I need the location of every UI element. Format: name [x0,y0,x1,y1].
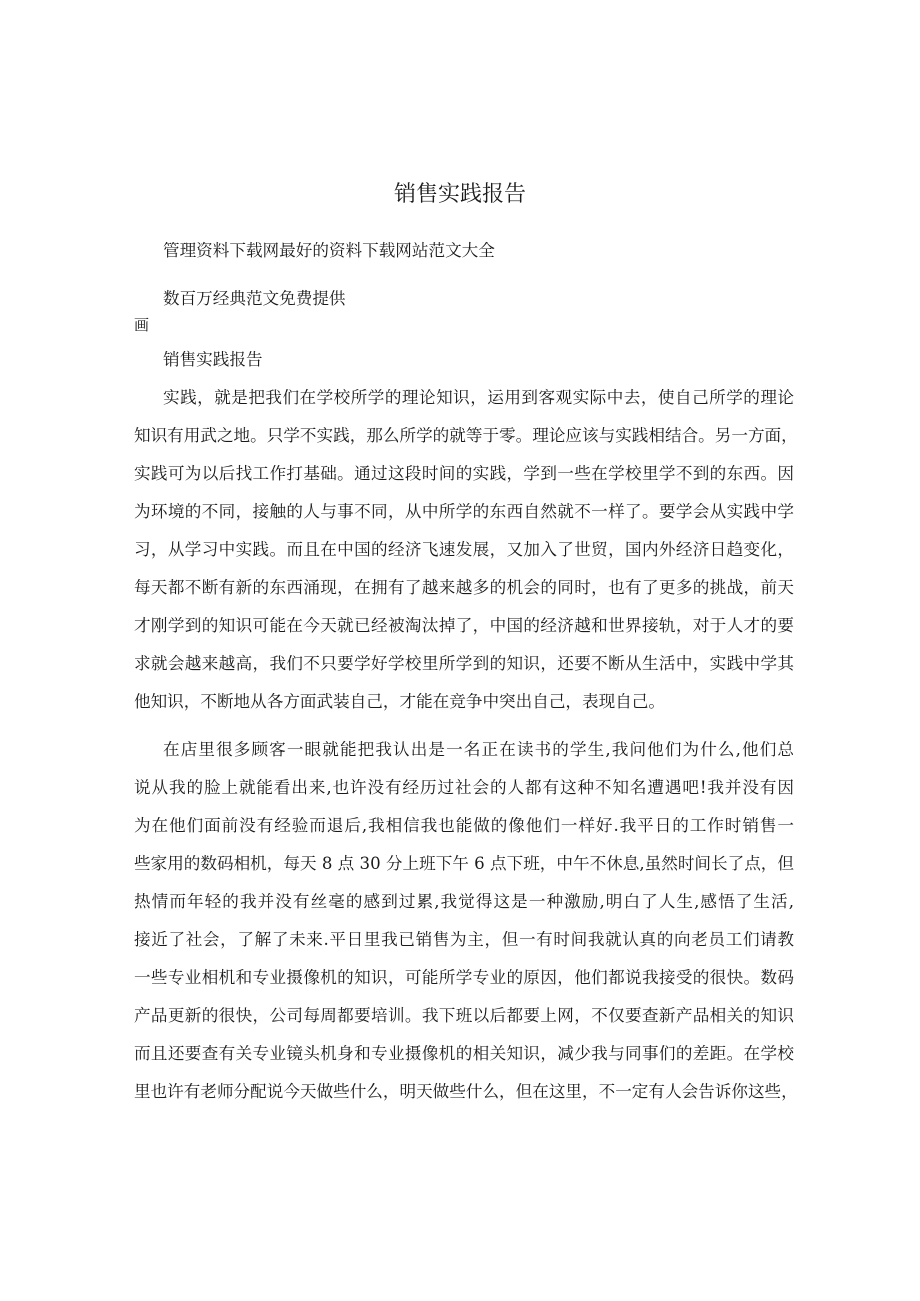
para1-line: 实践，就是把我们在学校所学的理论知识，运用到客观实际中去，使自己所学的理论 [163,388,794,407]
para1-line: 实践可为以后找工作打基础。通过这段时间的实践，学到一些在学校里学不到的东西。因 [134,464,794,483]
para2-line: 热情而年轻的我并没有丝毫的感到过累,我觉得这是一种激励,明白了人生,感悟了生活, [134,892,794,911]
para1-line: 知识有用武之地。只学不实践，那么所学的就等于零。理论应该与实践相结合。另一方面， [134,426,798,445]
header-line-1: 管理资料下载网最好的资料下载网站范文大全 [163,241,495,260]
para2-line: 些家用的数码相机，每天 8 点 30 分上班下午 6 点下班，中午不休息,虽然时间长了点，但 [134,854,794,873]
section-subtitle: 销售实践报告 [163,350,263,369]
para1-line: 才刚学到的知识可能在今天就已经被淘汰掉了，中国的经济越和世界接轨，对于人才的要 [134,616,794,635]
para1-line-last: 他知识，不断地从各方面武装自己，才能在竞争中突出自己，表现自己。 [134,692,665,711]
para1-line: 每天都不断有新的东西涌现，在拥有了越来越多的机会的同时，也有了更多的挑战，前天 [134,578,794,597]
para2-line: 里也许有老师分配说今天做些什么，明天做些什么，但在这里，不一定有人会告诉你这些， [134,1082,798,1101]
para2-line: 在店里很多顾客一眼就能把我认出是一名正在读书的学生,我问他们为什么,他们总 [163,740,794,759]
para1-line: 习，从学习中实践。而且在中国的经济飞速发展，又加入了世贸，国内外经济日趋变化， [134,540,794,559]
para2-line: 而且还要查有关专业镜头机身和专业摄像机的相关知识，减少我与同事们的差距。在学校 [134,1044,794,1063]
para1-line: 求就会越来越高，我们不只要学好学校里所学到的知识，还要不断从生活中，实践中学其 [134,654,794,673]
para2-line: 接近了社会，了解了未来.平日里我已销售为主，但一有时间我就认真的向老员工们请教 [134,930,794,949]
header-line-2: 数百万经典范文免费提供 [163,289,346,308]
para2-line: 为在他们面前没有经验而退后,我相信我也能做的像他们一样好.我平日的工作时销售一 [134,816,794,835]
para2-line: 一些专业相机和专业摄像机的知识，可能所学专业的原因，他们都说我接受的很快。数码 [134,968,794,987]
para2-line: 说从我的脸上就能看出来,也许没有经历过社会的人都有这种不知名遭遇吧!我并没有因 [134,778,794,797]
para1-line: 为环境的不同，接触的人与事不同，从中所学的东西自然就不一样了。要学会从实践中学 [134,502,794,521]
stray-glyph: 画 [134,316,150,334]
para2-line: 产品更新的很快，公司每周都要培训。我下班以后都要上网，不仅要查新产品相关的知识 [134,1006,794,1025]
document-title: 销售实践报告 [393,182,526,207]
